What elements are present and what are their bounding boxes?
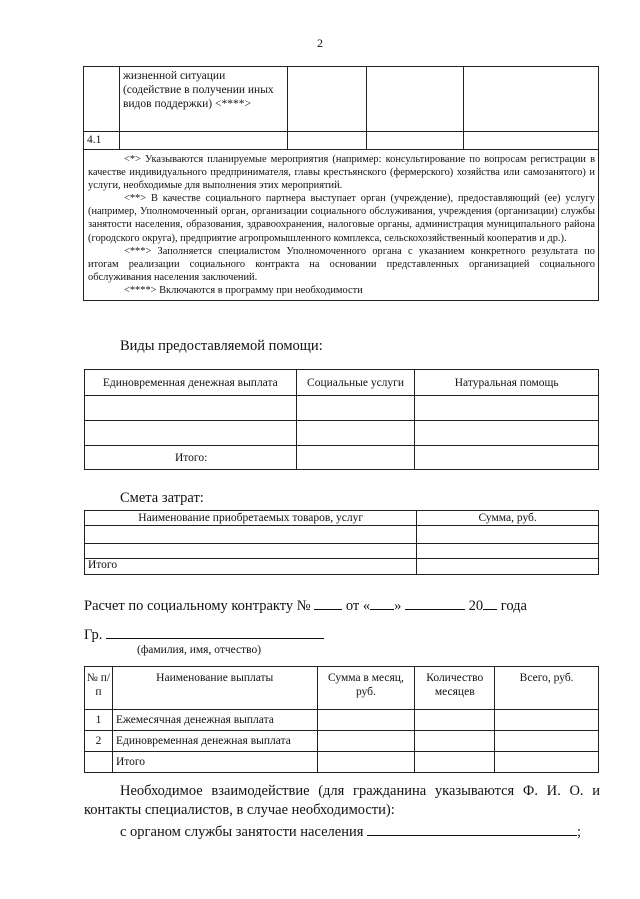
table-total-row bbox=[85, 446, 599, 470]
payment-name: Ежемесячная денежная выплата bbox=[112, 710, 317, 731]
payment-name: Единовременная денежная выплата bbox=[112, 731, 317, 752]
table-row bbox=[84, 67, 599, 132]
cost-table bbox=[84, 510, 599, 575]
calc-line bbox=[84, 595, 527, 615]
employment-label: с органом службы занятости населения bbox=[120, 824, 364, 840]
notes-cell bbox=[84, 150, 599, 301]
footnote: <*> Указываются планируемые мероприятия (например: консультирование по вопросам регистрации в качестве индивидуального предпринимателя, главы крестьянского (фермерского) хозяйства или самозанятого) и услуги, необходимые для выполнения этих мероприятий. bbox=[88, 154, 595, 192]
table-cell[interactable] bbox=[296, 396, 415, 421]
table-row bbox=[85, 421, 599, 446]
table-cell[interactable] bbox=[317, 752, 415, 773]
table-cell bbox=[464, 132, 599, 150]
help-section-title: Виды предоставляемой помощи: bbox=[120, 338, 323, 354]
year-field[interactable] bbox=[483, 595, 497, 610]
table-row bbox=[85, 526, 599, 544]
total-label: Итого: bbox=[175, 451, 208, 464]
table-cell[interactable] bbox=[85, 421, 297, 446]
interaction-text: Необходимое взаимодействие (для гражданина указываются Ф. И. О. и контакты специалистов, в случае необходимости): bbox=[84, 783, 600, 818]
footnote: <**> В качестве социального партнера выступает орган (учреждение), предоставляющий (ее) услугу (например, Уполномоченный орган, организации социального обслуживания, учреждения (организации) службы занятости населения, образования, здравоохранения, налоговые органы, администрация муниципального района (городского округа), предприятие агропромышленного комплекса, сельскохозяйственный кооператив и др.). bbox=[88, 193, 595, 244]
table-cell bbox=[366, 67, 464, 132]
citizen-label: Гр. bbox=[84, 627, 103, 643]
table-header-row bbox=[85, 370, 599, 396]
end-mark: ; bbox=[577, 824, 582, 840]
cost-section-title: Смета затрат: bbox=[120, 490, 204, 506]
table-cell[interactable] bbox=[415, 446, 599, 470]
table-cell bbox=[84, 67, 120, 132]
table-cell[interactable] bbox=[85, 396, 297, 421]
calc-year-suffix: года bbox=[500, 598, 527, 614]
citizen-line bbox=[84, 624, 324, 644]
table-row bbox=[85, 731, 599, 752]
column-header: Единовременная денежная выплата bbox=[85, 370, 297, 396]
table-cell[interactable] bbox=[317, 710, 415, 731]
table-cell[interactable] bbox=[417, 559, 599, 575]
column-header: Натуральная помощь bbox=[415, 370, 599, 396]
table-cell bbox=[464, 67, 599, 132]
table-row bbox=[85, 544, 599, 559]
payment-table bbox=[84, 666, 599, 773]
table-cell[interactable] bbox=[415, 396, 599, 421]
citizen-name-field[interactable] bbox=[106, 624, 324, 639]
table-cell[interactable] bbox=[317, 731, 415, 752]
column-header: Всего, руб. bbox=[495, 667, 599, 710]
table-cell bbox=[366, 132, 464, 150]
table-cell[interactable] bbox=[296, 446, 415, 470]
situation-text: жизненной ситуации (содействие в получении иных видов поддержки) <****> bbox=[122, 70, 274, 110]
column-header: Количество месяцев bbox=[415, 667, 495, 710]
footnote: <****> Включаются в программу при необходимости bbox=[124, 284, 363, 296]
table-cell bbox=[287, 132, 366, 150]
table-cell bbox=[287, 67, 366, 132]
total-label-cell bbox=[85, 559, 417, 575]
table-cell[interactable] bbox=[415, 731, 495, 752]
calc-close-quote: » bbox=[394, 598, 402, 614]
column-header: Сумма, руб. bbox=[417, 511, 599, 526]
row-number bbox=[85, 752, 113, 773]
citizen-caption: (фамилия, имя, отчество) bbox=[137, 644, 262, 656]
row-number: 4.1 bbox=[87, 134, 102, 146]
column-header: Наименование приобретаемых товаров, услуг bbox=[85, 511, 417, 526]
table-cell bbox=[119, 67, 287, 132]
table-cell[interactable] bbox=[495, 710, 599, 731]
footnotes bbox=[84, 150, 598, 300]
column-header: № п/п bbox=[85, 667, 113, 710]
table-header-row bbox=[85, 511, 599, 526]
total-label-cell bbox=[85, 446, 297, 470]
table-cell bbox=[119, 132, 287, 150]
row-number: 1 bbox=[85, 710, 113, 731]
page-number: 2 bbox=[317, 36, 323, 50]
column-header: Социальные услуги bbox=[296, 370, 415, 396]
table-cell[interactable] bbox=[85, 544, 417, 559]
column-header: Наименование выплаты bbox=[112, 667, 317, 710]
column-header: Сумма в месяц, руб. bbox=[317, 667, 415, 710]
table-cell[interactable] bbox=[415, 752, 495, 773]
calc-from: от « bbox=[345, 598, 371, 614]
table-row bbox=[85, 396, 599, 421]
day-field[interactable] bbox=[370, 595, 394, 610]
table-cell[interactable] bbox=[495, 752, 599, 773]
help-table bbox=[84, 369, 599, 470]
payment-name: Итого bbox=[112, 752, 317, 773]
row-number: 2 bbox=[85, 731, 113, 752]
calc-year-prefix: 20 bbox=[468, 598, 484, 614]
footnote: <***> Заполняется специалистом Уполномоченного органа с указанием конкретного результата по итогам реализации социального контракта на основании представленных организацией социального обслуживания населения заключений. bbox=[88, 245, 595, 283]
table-total-row bbox=[85, 752, 599, 773]
table-cell[interactable] bbox=[296, 421, 415, 446]
table-cell[interactable] bbox=[417, 544, 599, 559]
table-row bbox=[84, 132, 599, 150]
table-cell[interactable] bbox=[415, 710, 495, 731]
table-row bbox=[84, 150, 599, 301]
table-row bbox=[85, 710, 599, 731]
table-cell[interactable] bbox=[417, 526, 599, 544]
total-label: Итого bbox=[88, 559, 118, 571]
table-cell[interactable] bbox=[495, 731, 599, 752]
table-header-row bbox=[85, 667, 599, 710]
employment-contact-field[interactable] bbox=[367, 821, 577, 836]
table-cell[interactable] bbox=[85, 526, 417, 544]
activities-table bbox=[83, 66, 599, 301]
calc-prefix: Расчет по социальному контракту № bbox=[84, 598, 311, 614]
table-cell bbox=[84, 132, 120, 150]
contract-number-field[interactable] bbox=[314, 595, 342, 610]
employment-line bbox=[120, 821, 581, 841]
month-field[interactable] bbox=[405, 595, 465, 610]
table-cell[interactable] bbox=[415, 421, 599, 446]
table-total-row bbox=[85, 559, 599, 575]
